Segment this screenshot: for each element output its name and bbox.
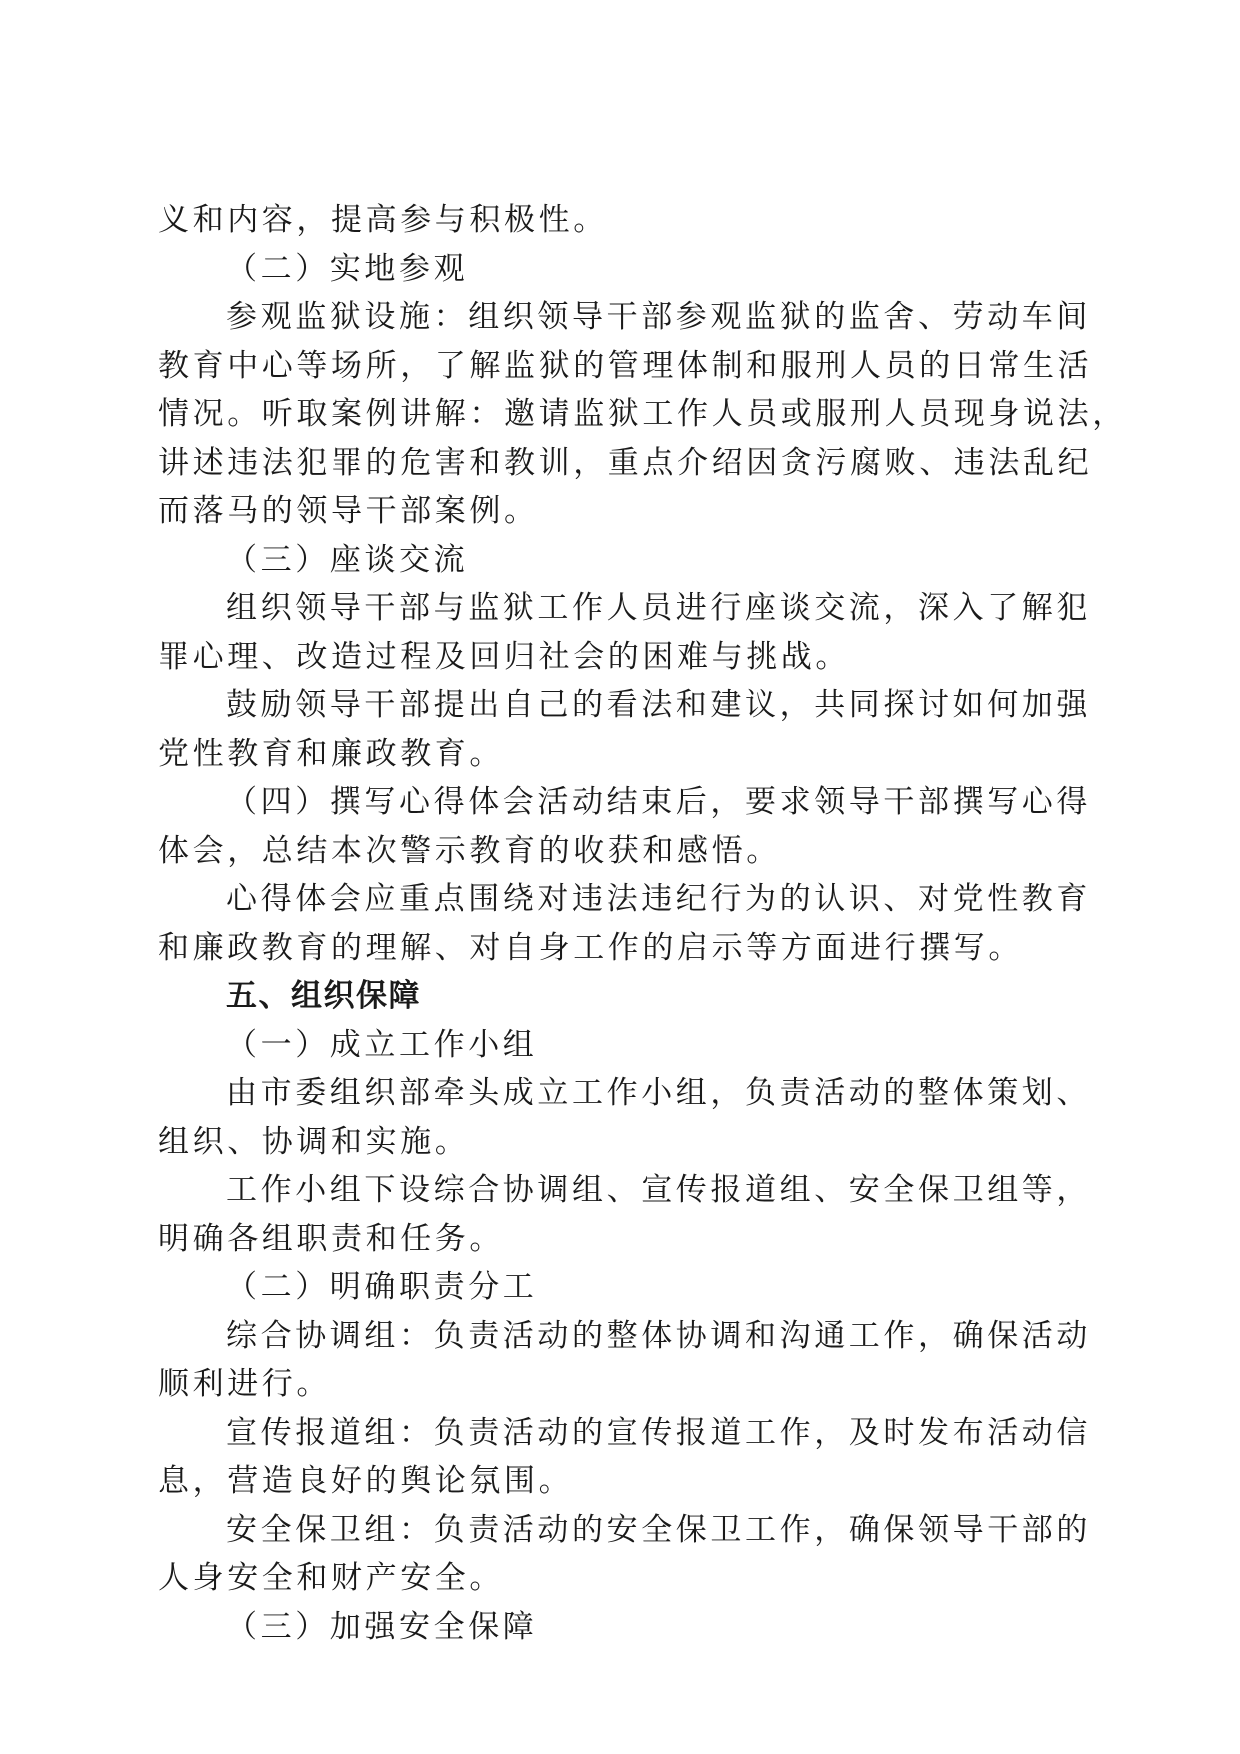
paragraph-line: 心得体会应重点围绕对违法违纪行为的认识、对党性教育 <box>226 881 1091 917</box>
paragraph-line: 和廉政教育的理解、对自身工作的启示等方面进行撰写。 <box>158 929 1023 966</box>
subheading-working-group: （一）成立工作小组 <box>226 1026 538 1063</box>
paragraph-line: 由市委组织部牵头成立工作小组，负责活动的整体策划、 <box>226 1075 1091 1111</box>
paragraph-line: 安全保卫组：负责活动的安全保卫工作，确保领导干部的 <box>226 1511 1091 1548</box>
paragraph-line: 体会，总结本次警示教育的收获和感悟。 <box>158 832 781 869</box>
paragraph-line: 鼓励领导干部提出自己的看法和建议，共同探讨如何加强 <box>226 687 1091 723</box>
paragraph-line: 综合协调组：负责活动的整体协调和沟通工作，确保活动 <box>226 1317 1091 1354</box>
document-page <box>158 196 1127 1651</box>
subheading-discussion: （三）座谈交流 <box>226 541 469 578</box>
subheading-security: （三）加强安全保障 <box>226 1608 538 1645</box>
paragraph-line: 情况。听取案例讲解：邀请监狱工作人员或服刑人员现身说法， <box>158 396 1127 432</box>
paragraph-line: 教育中心等场所，了解监狱的管理体制和服刑人员的日常生活 <box>158 347 1093 384</box>
subheading-responsibilities: （二）明确职责分工 <box>226 1269 538 1305</box>
paragraph-line: 明确各组职责和任务。 <box>158 1220 504 1257</box>
paragraph-line: 组织领导干部与监狱工作人员进行座谈交流，深入了解犯 <box>226 590 1091 626</box>
paragraph-line: 组织、协调和实施。 <box>158 1123 470 1160</box>
paragraph-line: 参观监狱设施：组织领导干部参观监狱的监舍、劳动车间 <box>226 299 1091 335</box>
paragraph-line: 顺利进行。 <box>158 1366 331 1402</box>
paragraph-line: 工作小组下设综合协调组、宣传报道组、安全保卫组等， <box>226 1172 1091 1208</box>
subheading-site-visit: （二）实地参观 <box>226 250 469 287</box>
paragraph-line: 罪心理、改造过程及回归社会的困难与挑战。 <box>158 638 850 675</box>
paragraph-line: 宣传报道组：负责活动的宣传报道工作，及时发布活动信 <box>226 1414 1091 1451</box>
paragraph-line: 而落马的领导干部案例。 <box>158 493 539 529</box>
paragraph-line: 党性教育和廉政教育。 <box>158 735 504 772</box>
paragraph-line: 息，营造良好的舆论氛围。 <box>158 1463 574 1499</box>
paragraph-line: 讲述违法犯罪的危害和教训，重点介绍因贪污腐败、违法乱纪 <box>158 444 1093 481</box>
paragraph-line: 人身安全和财产安全。 <box>158 1560 504 1596</box>
subheading-reflection: （四）撰写心得体会活动结束后，要求领导干部撰写心得 <box>226 784 1091 820</box>
paragraph-continuation: 义和内容，提高参与积极性。 <box>158 202 608 238</box>
section-heading-organization: 五、组织保障 <box>226 978 421 1014</box>
